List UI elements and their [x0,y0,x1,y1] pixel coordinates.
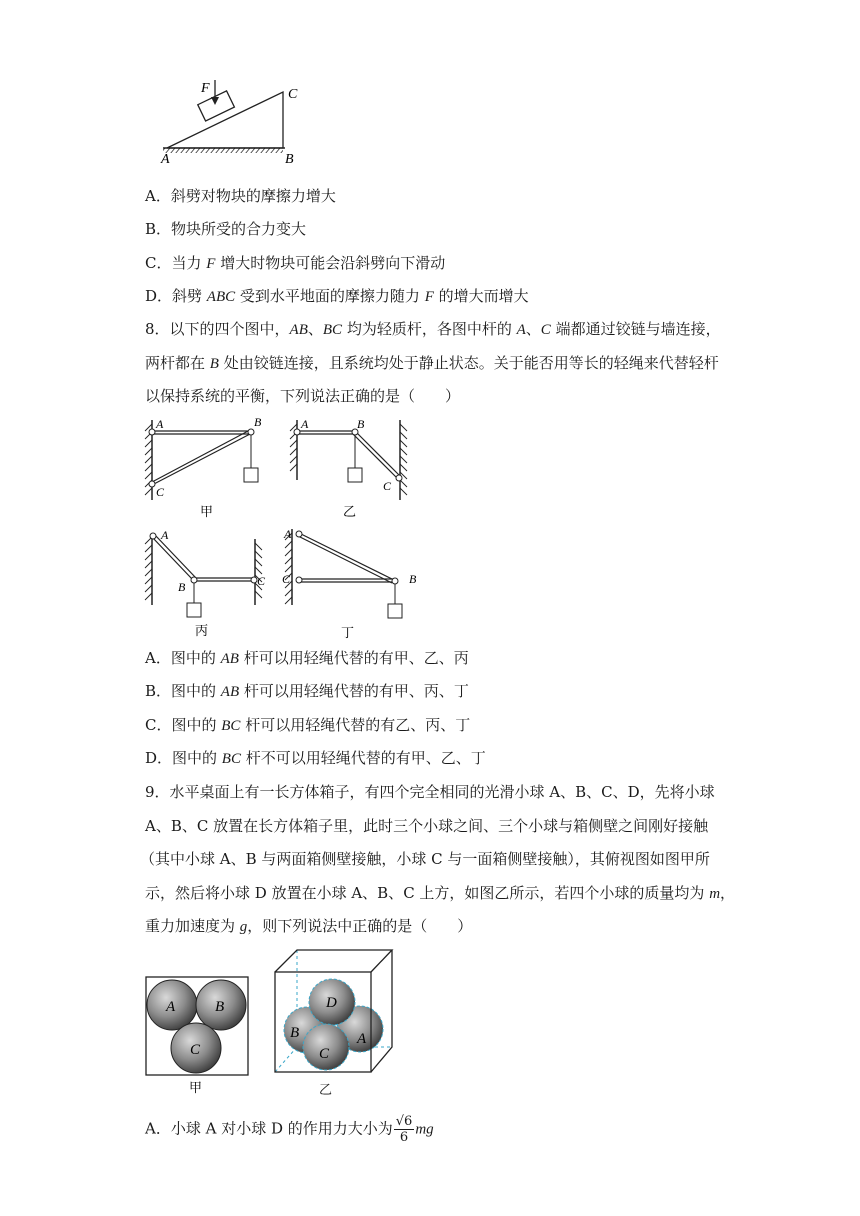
bing-label-a: A [161,528,169,542]
ding-caption: 丁 [341,626,355,641]
q7-option-d: D．斜劈 ABC 受到水平地面的摩擦力随力 F 的增大而增大 [145,287,529,305]
ding-label-a: A [284,527,292,541]
ding-label-c: C [282,572,291,586]
ball-a-label: A [166,999,176,1015]
q8-stem-line2: 两杆都在 B 处由铰链连接，且系统均处于静止状态。关于能否用等长的轻绳来代替轻杆 [145,354,719,372]
ball-c-label: C [190,1042,201,1058]
q8-option-d: D．图中的 BC 杆不可以用轻绳代替的有甲、乙、丁 [145,749,486,767]
q9-option-a: A．小球 A 对小球 D 的作用力大小为 $\frac{√6}{6}$ mg [145,1114,434,1145]
q9-stem-line1: 9．水平桌面上有一长方体箱子，有四个完全相同的光滑小球 A、B、C、D，先将小球 [145,783,715,801]
q9-jia-caption: 甲 [189,1081,203,1096]
wedge-figure [155,76,315,166]
q8-figure-bing [140,525,280,640]
yi-label-a: A [301,417,309,431]
q9-figure-yi [272,945,412,1080]
ball-c-label-yi: C [319,1046,330,1062]
q8-figure-yi [285,410,415,520]
q9-stem-line3: （其中小球 A、B 与两面箱侧壁接触，小球 C 与一面箱侧壁接触），其俯视图如图甲所 [140,850,710,868]
q7-option-c: C．当力 F 增大时物块可能会沿斜劈向下滑动 [145,254,446,272]
q8-figure-jia [140,410,270,520]
ding-label-b: B [409,572,417,586]
bing-label-b: B [178,580,186,594]
q8-figure-ding [280,525,420,640]
q9-yi-caption: 乙 [319,1083,333,1098]
q8-stem-line3: 以保持系统的平衡，下列说法正确的是（ ） [145,387,461,405]
bing-label-c: C [257,574,266,588]
q9-stem-line5: 重力加速度为 g，则下列说法中正确的是（ ） [145,917,473,935]
vertex-label-a: A [161,152,170,167]
force-label: F [201,81,210,96]
q7-option-a: A．斜劈对物块的摩擦力增大 [145,187,336,205]
q8-option-c: C．图中的 BC 杆可以用轻绳代替的有乙、丙、丁 [145,716,471,734]
vertex-label-c: C [288,87,298,102]
bing-caption: 丙 [195,624,209,639]
jia-label-c: C [156,485,165,499]
ball-d-label: D [326,995,337,1011]
q9-figure-jia [144,975,254,1095]
q8-stem-line1: 8．以下的四个图中，AB、BC 均为轻质杆，各图中杆的 A、C 端都通过铰链与墙连接， [145,320,721,338]
jia-label-b: B [254,415,262,429]
vertex-label-b: B [285,152,294,167]
ball-b-label: B [215,999,225,1015]
q7-option-b: B．物块所受的合力变大 [145,220,307,238]
q9-stem-line4: 示，然后将小球 D 放置在小球 A、B、C 上方，如图乙所示，若四个小球的质量均为 m， [145,884,736,902]
jia-label-a: A [156,417,164,431]
yi-label-c: C [383,479,392,493]
yi-caption: 乙 [343,505,357,520]
jia-caption: 甲 [200,505,214,520]
q9-stem-line2: A、B、C 放置在长方体箱子里，此时三个小球之间、三个小球与箱侧壁之间刚好接触 [145,817,709,835]
q8-option-a: A．图中的 AB 杆可以用轻绳代替的有甲、乙、丙 [145,649,469,667]
fraction: $\frac{√6}{6}$ [395,1114,413,1145]
q8-option-b: B．图中的 AB 杆可以用轻绳代替的有甲、丙、丁 [145,682,469,700]
ball-a-label-yi: A [357,1031,367,1047]
yi-label-b: B [357,417,365,431]
ball-b-label-yi: B [290,1025,300,1041]
